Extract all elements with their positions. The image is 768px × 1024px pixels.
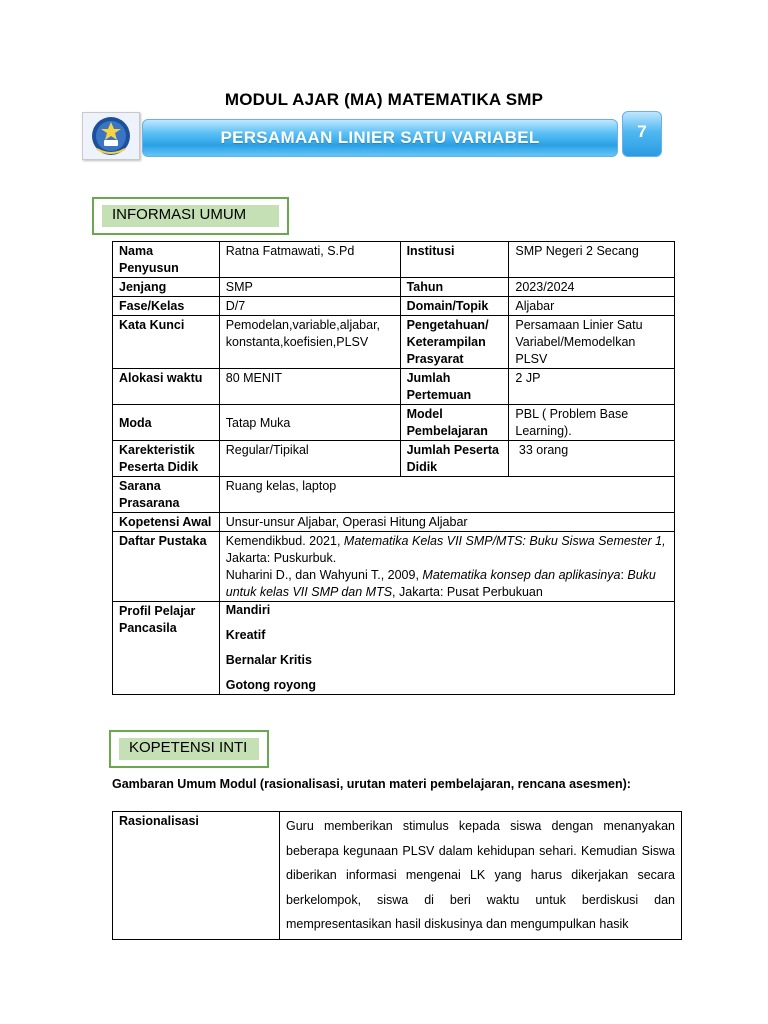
table-value: Unsur-unsur Aljabar, Operasi Hitung Aljabar xyxy=(219,513,674,532)
table-row xyxy=(113,316,675,369)
table-value: D/7 xyxy=(219,297,400,316)
section-kompetensi-inti-label: KOPETENSI INTI xyxy=(119,738,259,760)
table-label: Pengetahuan/ Keterampilan Prasyarat xyxy=(400,316,509,369)
document-title: MODUL AJAR (MA) MATEMATIKA SMP xyxy=(224,90,544,109)
pustaka-text: Jakarta: Puskurbuk. xyxy=(225,551,337,565)
module-number-badge: 7 xyxy=(622,111,662,157)
table-row xyxy=(113,602,675,695)
pustaka-book-title: Buku untuk kelas VII SMP dan MTS xyxy=(225,568,656,599)
table-label: Karekteristik Peserta Didik xyxy=(113,441,220,477)
profil-item: Bernalar Kritis xyxy=(225,653,312,667)
table-value: Persamaan Linier Satu Variabel/Memodelkan PLSV xyxy=(509,316,675,369)
table-row xyxy=(113,297,675,316)
table-label: Kata Kunci xyxy=(113,316,220,369)
table-label: Jenjang xyxy=(113,278,220,297)
table-label: Model Pembelajaran xyxy=(400,405,509,441)
table-value: SMP xyxy=(219,278,400,297)
daftar-pustaka-value xyxy=(219,532,674,602)
table-value: Ruang kelas, laptop xyxy=(219,477,674,513)
profil-item: Mandiri xyxy=(225,603,271,617)
rasionalisasi-table xyxy=(112,811,682,940)
table-label: Kopetensi Awal xyxy=(113,513,220,532)
pustaka-text: Kemendikbud. 2021, xyxy=(225,534,344,548)
tut-wuri-handayani-logo xyxy=(82,112,140,160)
table-label: Moda xyxy=(113,405,220,441)
table-label: Tahun xyxy=(400,278,509,297)
table-label: Profil Pelajar Pancasila xyxy=(113,602,220,695)
table-row xyxy=(113,513,675,532)
pustaka-book-title: Matematika konsep dan aplikasinya xyxy=(422,568,621,582)
table-label: Domain/Topik xyxy=(400,297,509,316)
table-value: Tatap Muka xyxy=(219,405,400,441)
section-kompetensi-inti xyxy=(109,730,269,768)
table-label: Jumlah Pertemuan xyxy=(400,369,509,405)
table-value: 33 orang xyxy=(509,441,675,477)
rasionalisasi-text: Guru memberikan stimulus kepada siswa dengan menanyakan beberapa kegunaan PLSV dalam kehidupan sehari. Kemudian Siswa diberikan informasi mengenai LK yang harus dikerjakan secara berkelompok, siswa di beri waktu untuk berdiskusi dan mempresentasikan hasil diskusinya dan mengumpulkan hasik xyxy=(280,812,682,940)
table-label: Rasionalisasi xyxy=(113,812,280,940)
table-row xyxy=(113,812,682,940)
table-value: SMP Negeri 2 Secang xyxy=(509,242,675,278)
table-row xyxy=(113,405,675,441)
table-label: Nama Penyusun xyxy=(113,242,220,278)
table-value: Ratna Fatmawati, S.Pd xyxy=(219,242,400,278)
table-value: Regular/Tipikal xyxy=(219,441,400,477)
table-row xyxy=(113,369,675,405)
table-label: Institusi xyxy=(400,242,509,278)
table-value: Aljabar xyxy=(509,297,675,316)
table-row xyxy=(113,441,675,477)
pustaka-text: : xyxy=(620,568,628,582)
table-label: Alokasi waktu xyxy=(113,369,220,405)
informasi-umum-table xyxy=(112,241,675,695)
table-row xyxy=(113,278,675,297)
section-informasi-umum-label: INFORMASI UMUM xyxy=(102,205,279,227)
pustaka-text: Nuharini D., dan Wahyuni T., 2009, xyxy=(225,568,423,582)
table-row xyxy=(113,242,675,278)
table-label: Sarana Prasarana xyxy=(113,477,220,513)
table-value: 80 MENIT xyxy=(219,369,400,405)
table-value: Pemodelan,variable,aljabar, konstanta,koefisien,PLSV xyxy=(219,316,400,369)
section-informasi-umum xyxy=(92,197,289,235)
table-value: 2023/2024 xyxy=(509,278,675,297)
topic-banner: PERSAMAAN LINIER SATU VARIABEL xyxy=(142,119,618,157)
table-label: Fase/Kelas xyxy=(113,297,220,316)
table-row xyxy=(113,477,675,513)
table-row xyxy=(113,532,675,602)
profil-pelajar-value xyxy=(219,602,674,695)
profil-item: Gotong royong xyxy=(225,678,317,692)
profil-item: Kreatif xyxy=(225,628,266,642)
pustaka-book-title: Matematika Kelas VII SMP/MTS: Buku Siswa Semester 1, xyxy=(343,534,666,548)
table-value: 2 JP xyxy=(509,369,675,405)
table-label: Jumlah Peserta Didik xyxy=(400,441,509,477)
table-label: Daftar Pustaka xyxy=(113,532,220,602)
gambaran-umum-heading: Gambaran Umum Modul (rasionalisasi, urutan materi pembelajaran, rencana asesmen): xyxy=(112,777,631,791)
table-value: PBL ( Problem Base Learning). xyxy=(509,405,675,441)
pustaka-text: , Jakarta: Pusat Perbukuan xyxy=(392,585,543,599)
